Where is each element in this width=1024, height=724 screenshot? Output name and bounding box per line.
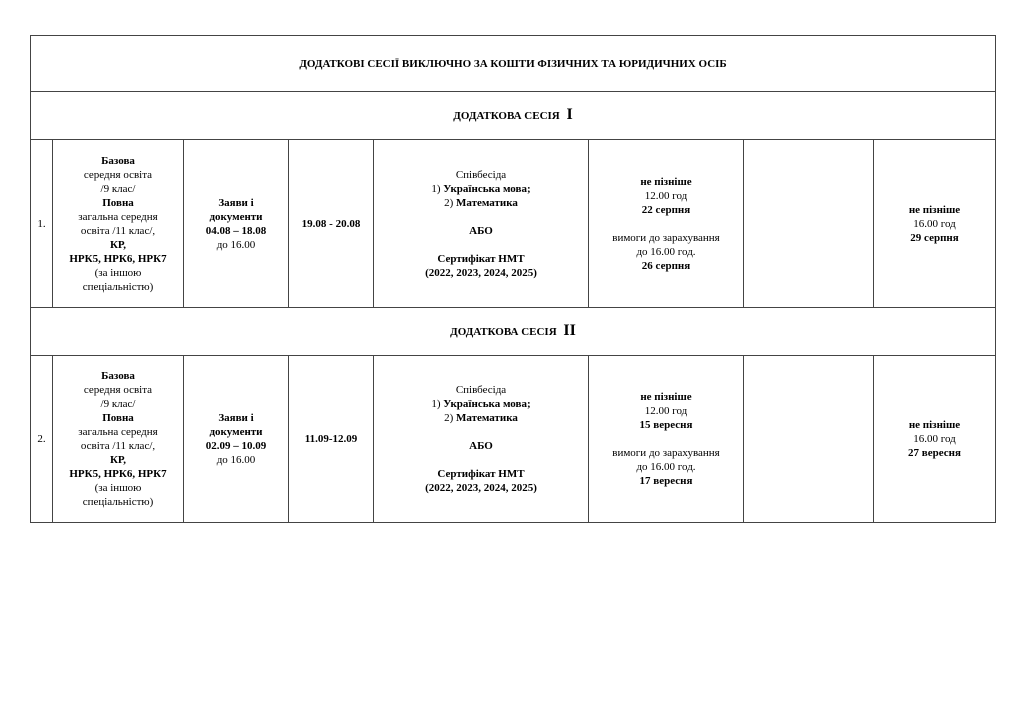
session-roman-numeral: II: [563, 322, 576, 339]
session-heading-label: ДОДАТКОВА СЕСІЯ: [450, 326, 557, 338]
results-deadline-label: не пізніше: [640, 175, 692, 188]
table-row: [31, 140, 996, 308]
results-requirements-line2: до 16.00 год.: [636, 461, 696, 473]
exam-dates-cell: 19.08 - 20.08: [289, 140, 374, 308]
schedule-table: [30, 35, 996, 523]
exam-cell: [374, 356, 589, 523]
session-heading-2: [31, 308, 996, 356]
enrollment-date: 29 серпня: [910, 231, 959, 244]
results-cell: [589, 356, 744, 523]
results-deadline-label: не пізніше: [640, 391, 692, 403]
enrollment-label: не пізніше: [908, 419, 961, 431]
education-basic-line: середня освіта: [83, 168, 153, 181]
applications-time: до 16.00: [216, 454, 256, 466]
exam-subject2: Математика: [455, 412, 518, 424]
education-other-line1: (за іншою: [94, 266, 142, 279]
education-kr: КР,: [109, 238, 127, 251]
applications-cell: [184, 140, 289, 308]
applications-label-1: Заяви і: [218, 196, 254, 209]
results-requirements-date: 17 вересня: [639, 475, 693, 487]
education-full-title: Повна: [102, 196, 134, 209]
education-full-line: загальна середня: [78, 426, 158, 438]
results-requirements-line1: вимоги до зарахування: [612, 231, 720, 244]
exam-subject1: Українська мова;: [443, 182, 531, 195]
table-title: ДОДАТКОВІ СЕСІЇ ВИКЛЮЧНО ЗА КОШТИ ФІЗИЧНИХ ТА ЮРИДИЧНИХ ОСІБ: [31, 36, 996, 92]
session-heading-1: [31, 92, 996, 140]
education-level-cell: [53, 356, 184, 523]
education-basic-class: /9 клас/: [100, 398, 136, 410]
exam-subject1: Українська мова;: [443, 398, 531, 410]
results-requirements-date: 26 серпня: [641, 259, 691, 272]
exam-interview: Співбесіда: [455, 384, 507, 396]
session-roman-numeral: I: [566, 106, 573, 123]
results-deadline-date: 22 серпня: [641, 203, 691, 216]
empty-cell: [744, 356, 874, 523]
row-number: 1.: [31, 140, 53, 308]
results-deadline-date: 15 вересня: [639, 419, 693, 431]
education-other-line1: (за іншою: [94, 482, 142, 494]
exam-certificate: Сертифікат НМТ: [437, 252, 525, 265]
education-nrk: НРК5, НРК6, НРК7: [69, 468, 167, 480]
enrollment-time: 16.00 год: [913, 217, 956, 230]
education-basic-title: Базова: [101, 154, 135, 167]
education-basic-class: /9 клас/: [100, 182, 136, 195]
results-cell: [589, 140, 744, 308]
exam-subject2-num: 2): [444, 196, 456, 209]
applications-dates: 02.09 – 10.09: [205, 440, 267, 452]
education-kr: КР,: [109, 454, 127, 466]
education-full-class: освіта /11 клас/,: [80, 440, 156, 452]
results-deadline-time: 12.00 год: [644, 405, 688, 417]
enrollment-time: 16.00 год: [913, 433, 956, 445]
exam-certificate-years: (2022, 2023, 2024, 2025): [425, 266, 537, 279]
results-deadline-time: 12.00 год: [644, 189, 688, 202]
education-other-line2: спеціальністю): [82, 280, 154, 293]
exam-subject2-num: 2): [444, 412, 456, 424]
empty-cell: [744, 140, 874, 308]
session-heading-label: ДОДАТКОВА СЕСІЯ: [453, 110, 560, 122]
enrollment-cell: [874, 356, 996, 523]
education-nrk: НРК5, НРК6, НРК7: [69, 252, 167, 265]
exam-cell: [374, 140, 589, 308]
exam-subject2: Математика: [455, 196, 518, 209]
education-other-line2: спеціальністю): [82, 496, 154, 508]
enrollment-label: не пізніше: [908, 203, 961, 216]
exam-certificate: Сертифікат НМТ: [437, 468, 525, 480]
exam-or: АБО: [469, 224, 493, 237]
enrollment-date: 27 вересня: [908, 447, 961, 459]
exam-dates-cell: 11.09-12.09: [289, 356, 374, 523]
applications-label-1: Заяви і: [218, 412, 254, 424]
applications-label-2: документи: [209, 210, 263, 223]
table-row: [31, 356, 996, 523]
row-number: 2.: [31, 356, 53, 523]
education-full-class: освіта /11 клас/,: [80, 224, 156, 237]
exam-subject1-num: 1): [431, 398, 444, 410]
education-level-cell: [53, 140, 184, 308]
education-full-line: загальна середня: [78, 210, 158, 223]
education-basic-title: Базова: [101, 370, 135, 382]
exam-certificate-years: (2022, 2023, 2024, 2025): [425, 482, 537, 494]
results-requirements-line1: вимоги до зарахування: [612, 447, 720, 459]
applications-dates: 04.08 – 18.08: [205, 224, 267, 237]
education-full-title: Повна: [102, 412, 134, 424]
education-basic-line: середня освіта: [83, 384, 153, 396]
exam-interview: Співбесіда: [455, 168, 507, 181]
results-requirements-line2: до 16.00 год.: [636, 245, 696, 258]
applications-time: до 16.00: [216, 238, 256, 251]
exam-or: АБО: [469, 440, 493, 452]
enrollment-cell: [874, 140, 996, 308]
applications-cell: [184, 356, 289, 523]
exam-subject1-num: 1): [431, 182, 444, 195]
applications-label-2: документи: [209, 426, 263, 438]
